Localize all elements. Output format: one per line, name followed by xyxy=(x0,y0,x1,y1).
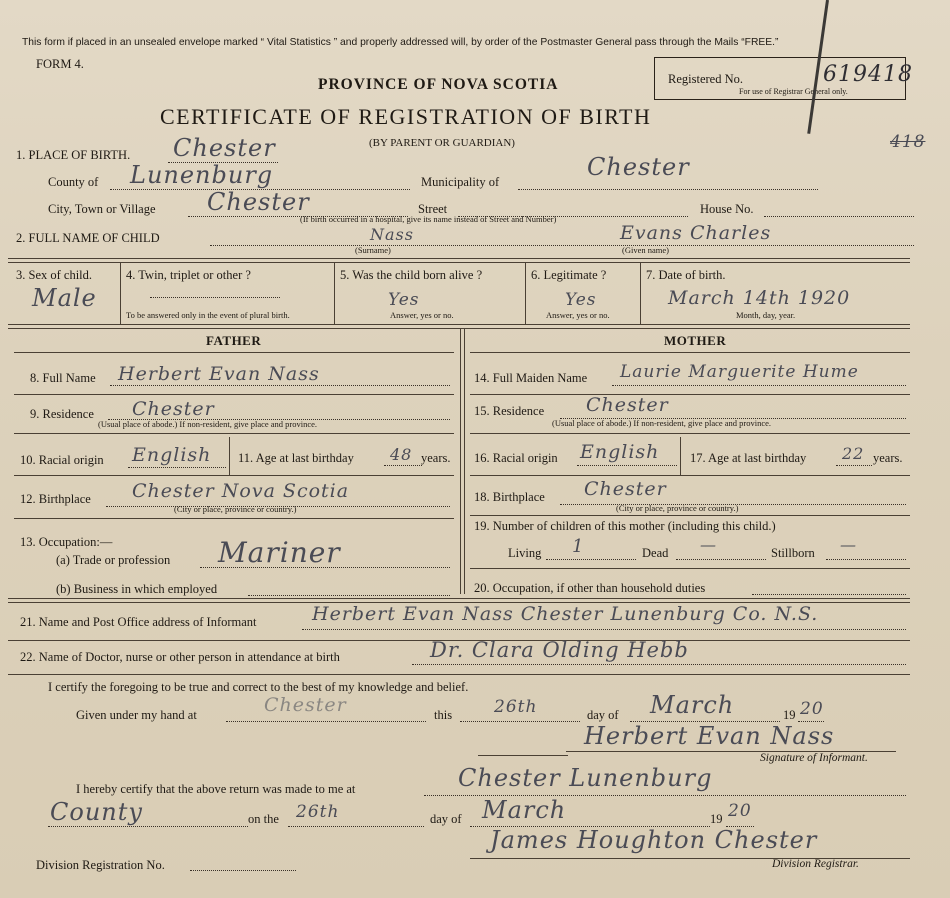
city-label: City, Town or Village xyxy=(48,202,156,216)
child-name-label: 2. FULL NAME OF CHILD xyxy=(16,231,160,245)
registered-label: Registered No. xyxy=(668,72,743,86)
county-label: County of xyxy=(48,175,99,189)
registrar-county-value: County xyxy=(50,798,143,826)
certificate-title: CERTIFICATE OF REGISTRATION OF BIRTH xyxy=(160,104,652,129)
sex-label: 3. Sex of child. xyxy=(16,268,93,282)
city-value: Chester xyxy=(207,188,310,216)
mother-age-label: 17. Age at last birthday xyxy=(690,451,807,465)
stillborn-value: — xyxy=(840,535,857,554)
father-residence-value: Chester xyxy=(132,398,215,420)
father-name-label: 8. Full Name xyxy=(30,371,96,385)
certificate-subtitle: (BY PARENT OR GUARDIAN) xyxy=(369,137,515,149)
dob-note: Month, day, year. xyxy=(736,310,796,320)
dead-label: Dead xyxy=(642,546,669,560)
given-under-label: Given under my hand at xyxy=(76,708,197,722)
registrar-day-of-label: day of xyxy=(430,812,462,826)
legitimate-label: 6. Legitimate ? xyxy=(531,268,607,282)
registration-box xyxy=(654,57,913,100)
legitimate-note: Answer, yes or no. xyxy=(546,310,610,320)
mother-name-value: Laurie Marguerite Hume xyxy=(620,362,859,382)
division-registrar-signature: James Houghton Chester xyxy=(490,826,818,854)
given-name-note: (Given name) xyxy=(622,245,669,255)
father-heading: FATHER xyxy=(206,333,262,348)
place-of-birth-label: 1. PLACE OF BIRTH. xyxy=(16,148,131,162)
legitimate-value: Yes xyxy=(565,290,597,310)
municipality-value: Chester xyxy=(587,153,690,181)
mother-occupation-label: 20. Occupation, if other than household duties xyxy=(474,581,706,595)
living-label: Living xyxy=(508,546,542,560)
mother-age-value: 22 xyxy=(842,444,865,463)
alive-value: Yes xyxy=(388,290,420,310)
registrar-general-note: For use of Registrar General only. xyxy=(739,87,848,96)
registered-number: 619418 xyxy=(823,62,913,87)
hospital-note: (If birth occurred in a hospital, give its name instead of Street and Number) xyxy=(300,214,557,224)
mother-birthplace-value: Chester xyxy=(584,478,667,500)
given-year-prefix: 19 xyxy=(783,708,796,722)
father-name-value: Herbert Evan Nass xyxy=(118,363,320,385)
mother-birthplace-note: (City or place, province or country.) xyxy=(616,503,739,513)
mother-heading: MOTHER xyxy=(664,333,727,348)
registrar-year-value: 20 xyxy=(728,801,752,821)
father-birthplace-note: (City or place, province or country.) xyxy=(174,504,297,514)
division-registrar-label: Division Registrar. xyxy=(772,858,859,870)
corner-number: 418 xyxy=(890,132,926,152)
father-birthplace-label: 12. Birthplace xyxy=(20,492,91,506)
given-place-value: Chester xyxy=(264,694,347,716)
living-value: 1 xyxy=(572,536,585,557)
father-years: years. xyxy=(421,451,451,465)
alive-label: 5. Was the child born alive ? xyxy=(340,268,483,282)
alive-note: Answer, yes or no. xyxy=(390,310,454,320)
business-label: (b) Business in which employed xyxy=(56,582,218,596)
dead-value: — xyxy=(700,535,717,554)
twin-note: To be answered only in the event of plural birth. xyxy=(126,310,290,320)
surname-note: (Surname) xyxy=(355,245,391,255)
mother-residence-label: 15. Residence xyxy=(474,404,545,418)
child-surname-value: Nass xyxy=(370,225,414,244)
street-label: Street xyxy=(418,202,448,216)
mail-notice: This form if placed in an unsealed envelope marked “ Vital Statistics ” and properly addressed will, by order of the Postmaster General pass through the Mails “FREE.” xyxy=(22,37,779,48)
stillborn-label: Stillborn xyxy=(771,546,815,560)
trade-label: (a) Trade or profession xyxy=(56,553,171,567)
father-racial-value: English xyxy=(132,444,212,466)
province-title: PROVINCE OF NOVA SCOTIA xyxy=(318,76,559,93)
certify-statement: I certify the foregoing to be true and correct to the best of my knowledge and belief. xyxy=(48,680,469,694)
mother-residence-note: (Usual place of abode.) If non-resident, give place and province. xyxy=(552,418,772,428)
informant-value: Herbert Evan Nass Chester Lunenburg Co. N.S. xyxy=(312,603,819,625)
father-age-value: 48 xyxy=(390,445,413,464)
house-no-label: House No. xyxy=(700,202,754,216)
dob-label: 7. Date of birth. xyxy=(646,268,726,282)
registrar-month-value: March xyxy=(482,796,567,824)
this-label: this xyxy=(434,708,453,722)
twin-label: 4. Twin, triplet or other ? xyxy=(126,268,251,282)
registrar-statement: I hereby certify that the above return was made to me at xyxy=(76,782,356,796)
mother-residence-value: Chester xyxy=(586,394,669,416)
form-number: FORM 4. xyxy=(36,57,84,71)
given-day-of-label: day of xyxy=(587,708,619,722)
mother-racial-label: 16. Racial origin xyxy=(474,451,558,465)
father-racial-label: 10. Racial origin xyxy=(20,453,104,467)
sex-value: Male xyxy=(32,284,97,312)
given-year-value: 20 xyxy=(800,699,824,719)
mother-name-label: 14. Full Maiden Name xyxy=(474,371,588,385)
mother-years: years. xyxy=(873,451,903,465)
informant-signature-label: Signature of Informant. xyxy=(760,752,868,764)
occupation-label: 13. Occupation:— xyxy=(20,535,113,549)
informant-label: 21. Name and Post Office address of Informant xyxy=(20,615,257,629)
informant-signature: Herbert Evan Nass xyxy=(584,722,835,750)
father-residence-label: 9. Residence xyxy=(30,407,94,421)
registrar-place-value: Chester Lunenburg xyxy=(458,764,713,792)
county-value: Lunenburg xyxy=(130,161,274,189)
dob-value: March 14th 1920 xyxy=(668,287,851,309)
children-count-label: 19. Number of children of this mother (including this child.) xyxy=(474,519,776,533)
municipality-label: Municipality of xyxy=(421,175,500,189)
father-residence-note: (Usual place of abode.) If non-resident, give place and province. xyxy=(98,419,318,429)
registrar-year-prefix: 19 xyxy=(710,812,723,826)
on-the-label: on the xyxy=(248,812,279,826)
division-registration-label: Division Registration No. xyxy=(36,858,165,872)
trade-value: Mariner xyxy=(218,536,341,569)
child-given-value: Evans Charles xyxy=(620,222,772,244)
registrar-day-value: 26th xyxy=(296,802,340,822)
doctor-value: Dr. Clara Olding Hebb xyxy=(430,638,689,662)
given-month-value: March xyxy=(650,691,735,719)
doctor-label: 22. Name of Doctor, nurse or other person in attendance at birth xyxy=(20,650,340,664)
place-of-birth-value: Chester xyxy=(173,134,276,162)
father-age-label: 11. Age at last birthday xyxy=(238,451,354,465)
father-birthplace-value: Chester Nova Scotia xyxy=(132,480,350,502)
mother-birthplace-label: 18. Birthplace xyxy=(474,490,545,504)
mother-racial-value: English xyxy=(580,441,660,463)
given-day-value: 26th xyxy=(494,697,538,717)
